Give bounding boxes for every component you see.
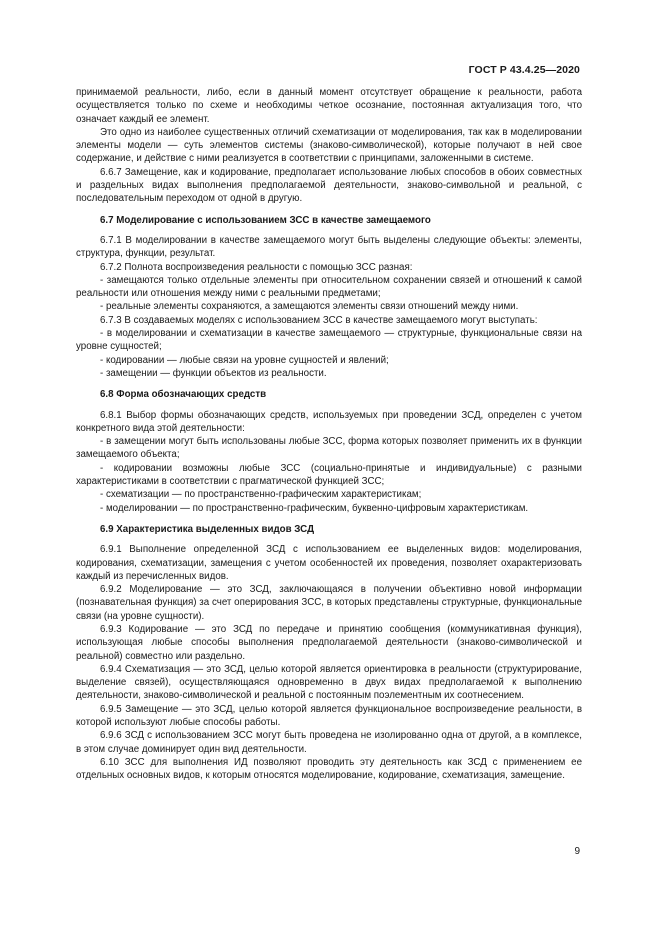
paragraph: - схематизации — по пространственно-графическим характеристикам; — [100, 489, 422, 501]
paragraph: - моделировании — по пространственно-графическим, буквенно-цифровым характеристикам. — [100, 502, 529, 514]
paragraph: 6.7.1 В моделировании в качестве замещаемого могут быть выделены следующие объекты: элементы, структура, функции, результат. — [76, 234, 582, 260]
paragraph: - реальные элементы сохраняются, а замещаются элементы связи отношений между ними. — [100, 301, 519, 313]
paragraph: 6.6.7 Замещение, как и кодирование, предполагает использование любых способов в обоих совместных и раздельных видах выполнения предполагаемой деятельности, знаково-символьной и реальной, с последовательным переходом от одной в другую. — [76, 166, 582, 205]
section-heading: 6.7 Моделирование с использованием ЗСС в качестве замещаемого — [100, 214, 431, 226]
paragraph: - в моделировании и схематизации в качестве замещаемого — структурные, функциональные связи на уровне сущностей; — [76, 328, 582, 353]
section-heading: 6.9 Характеристика выделенных видов ЗСД — [100, 523, 315, 535]
paragraph: 6.7.2 Полнота воспроизведения реальности с помощью ЗСС разная: — [100, 261, 413, 273]
paragraph: 6.9.3 Кодирование — это ЗСД по передаче и принятию сообщения (коммуникативная функция), использующая любые способы выполнения предполагаемой деятельности (знаково-символической и реальной) совместно или раздельно. — [76, 623, 582, 662]
paragraph: 6.10 ЗСС для выполнения ИД позволяют проводить эту деятельность как ЗСД с применением ее отдельных основных видов, к которым относятся моделирование, кодирование, схематизация, замещение. — [76, 756, 582, 782]
paragraph: - замещении — функции объектов из реальности. — [100, 367, 327, 379]
document-body — [76, 86, 582, 783]
standard-designation: ГОСТ Р 43.4.25—2020 — [468, 64, 580, 76]
paragraph: - кодировании — любые связи на уровне сущностей и явлений; — [100, 354, 389, 366]
paragraph: - в замещении могут быть использованы любые ЗСС, форма которых позволяет применить их в функции замещаемого объекта; — [76, 436, 582, 461]
paragraph: - замещаются только отдельные элементы при относительном сохранении связей и отношений к самой реальности или отношения между ними с реальными предметами; — [76, 274, 582, 300]
page-number: 9 — [574, 846, 580, 857]
paragraph: 6.9.2 Моделирование — это ЗСД, заключающаяся в получении объективно новой информации (познавательная функция) за счет оперирования ЗСС, в которых представлены структурные, функциональные связи (на уровне сущности). — [76, 584, 582, 622]
paragraph: Это одно из наиболее существенных отличий схематизации от моделирования, так как в моделировании элементы модели — суть элементов системы (знаково-символической), которые получают в ней свое содержание, и действие с ними реализуется в соответствии с принципами, заложенными в системе. — [76, 126, 582, 165]
paragraph: 6.9.1 Выполнение определенной ЗСД с использованием ее выделенных видов: моделирования, кодирования, схематизации, замещения с учетом особенностей их проведения, позволяет охарактеризовать каждый из перечисленных видов. — [76, 544, 582, 582]
paragraph: 6.9.4 Схематизация — это ЗСД, целью которой является ориентировка в реальности (структурирование, выделение связей), осуществляющаяся одновременно в двух видах предполагаемой к выполнению деятельности, знаково-символической и реальной с постоянным поэлементным их соотнесением. — [76, 663, 582, 702]
paragraph: 6.9.6 ЗСД с использованием ЗСС могут быть проведена не изолированно одна от другой, а в комплексе, в этом случае доминирует один вид деятельности. — [76, 730, 582, 755]
paragraph: 6.8.1 Выбор формы обозначающих средств, используемых при проведении ЗСД, определен с учетом конкретного вида этой деятельности: — [76, 409, 582, 434]
section-heading: 6.8 Форма обозначающих средств — [100, 389, 267, 401]
paragraph: принимаемой реальности, либо, если в данный момент отсутствует обращение к реальности, работа осуществляется только по схеме и необходимы четкое осознание, постоянная актуализация того, что означает каждый ее элемент. — [76, 87, 582, 125]
paragraph: - кодировании возможны любые ЗСС (социально-принятые и индивидуальные) с разными характеристиками в соответствии с прагматической функцией ЗСС; — [76, 462, 582, 488]
paragraph: 6.9.5 Замещение — это ЗСД, целью которой является функциональное воспроизведение реальности, в которой используют любые способы работы. — [76, 703, 582, 729]
paragraph: 6.7.3 В создаваемых моделях с использованием ЗСС в качестве замещаемого могут выступать: — [100, 314, 538, 326]
